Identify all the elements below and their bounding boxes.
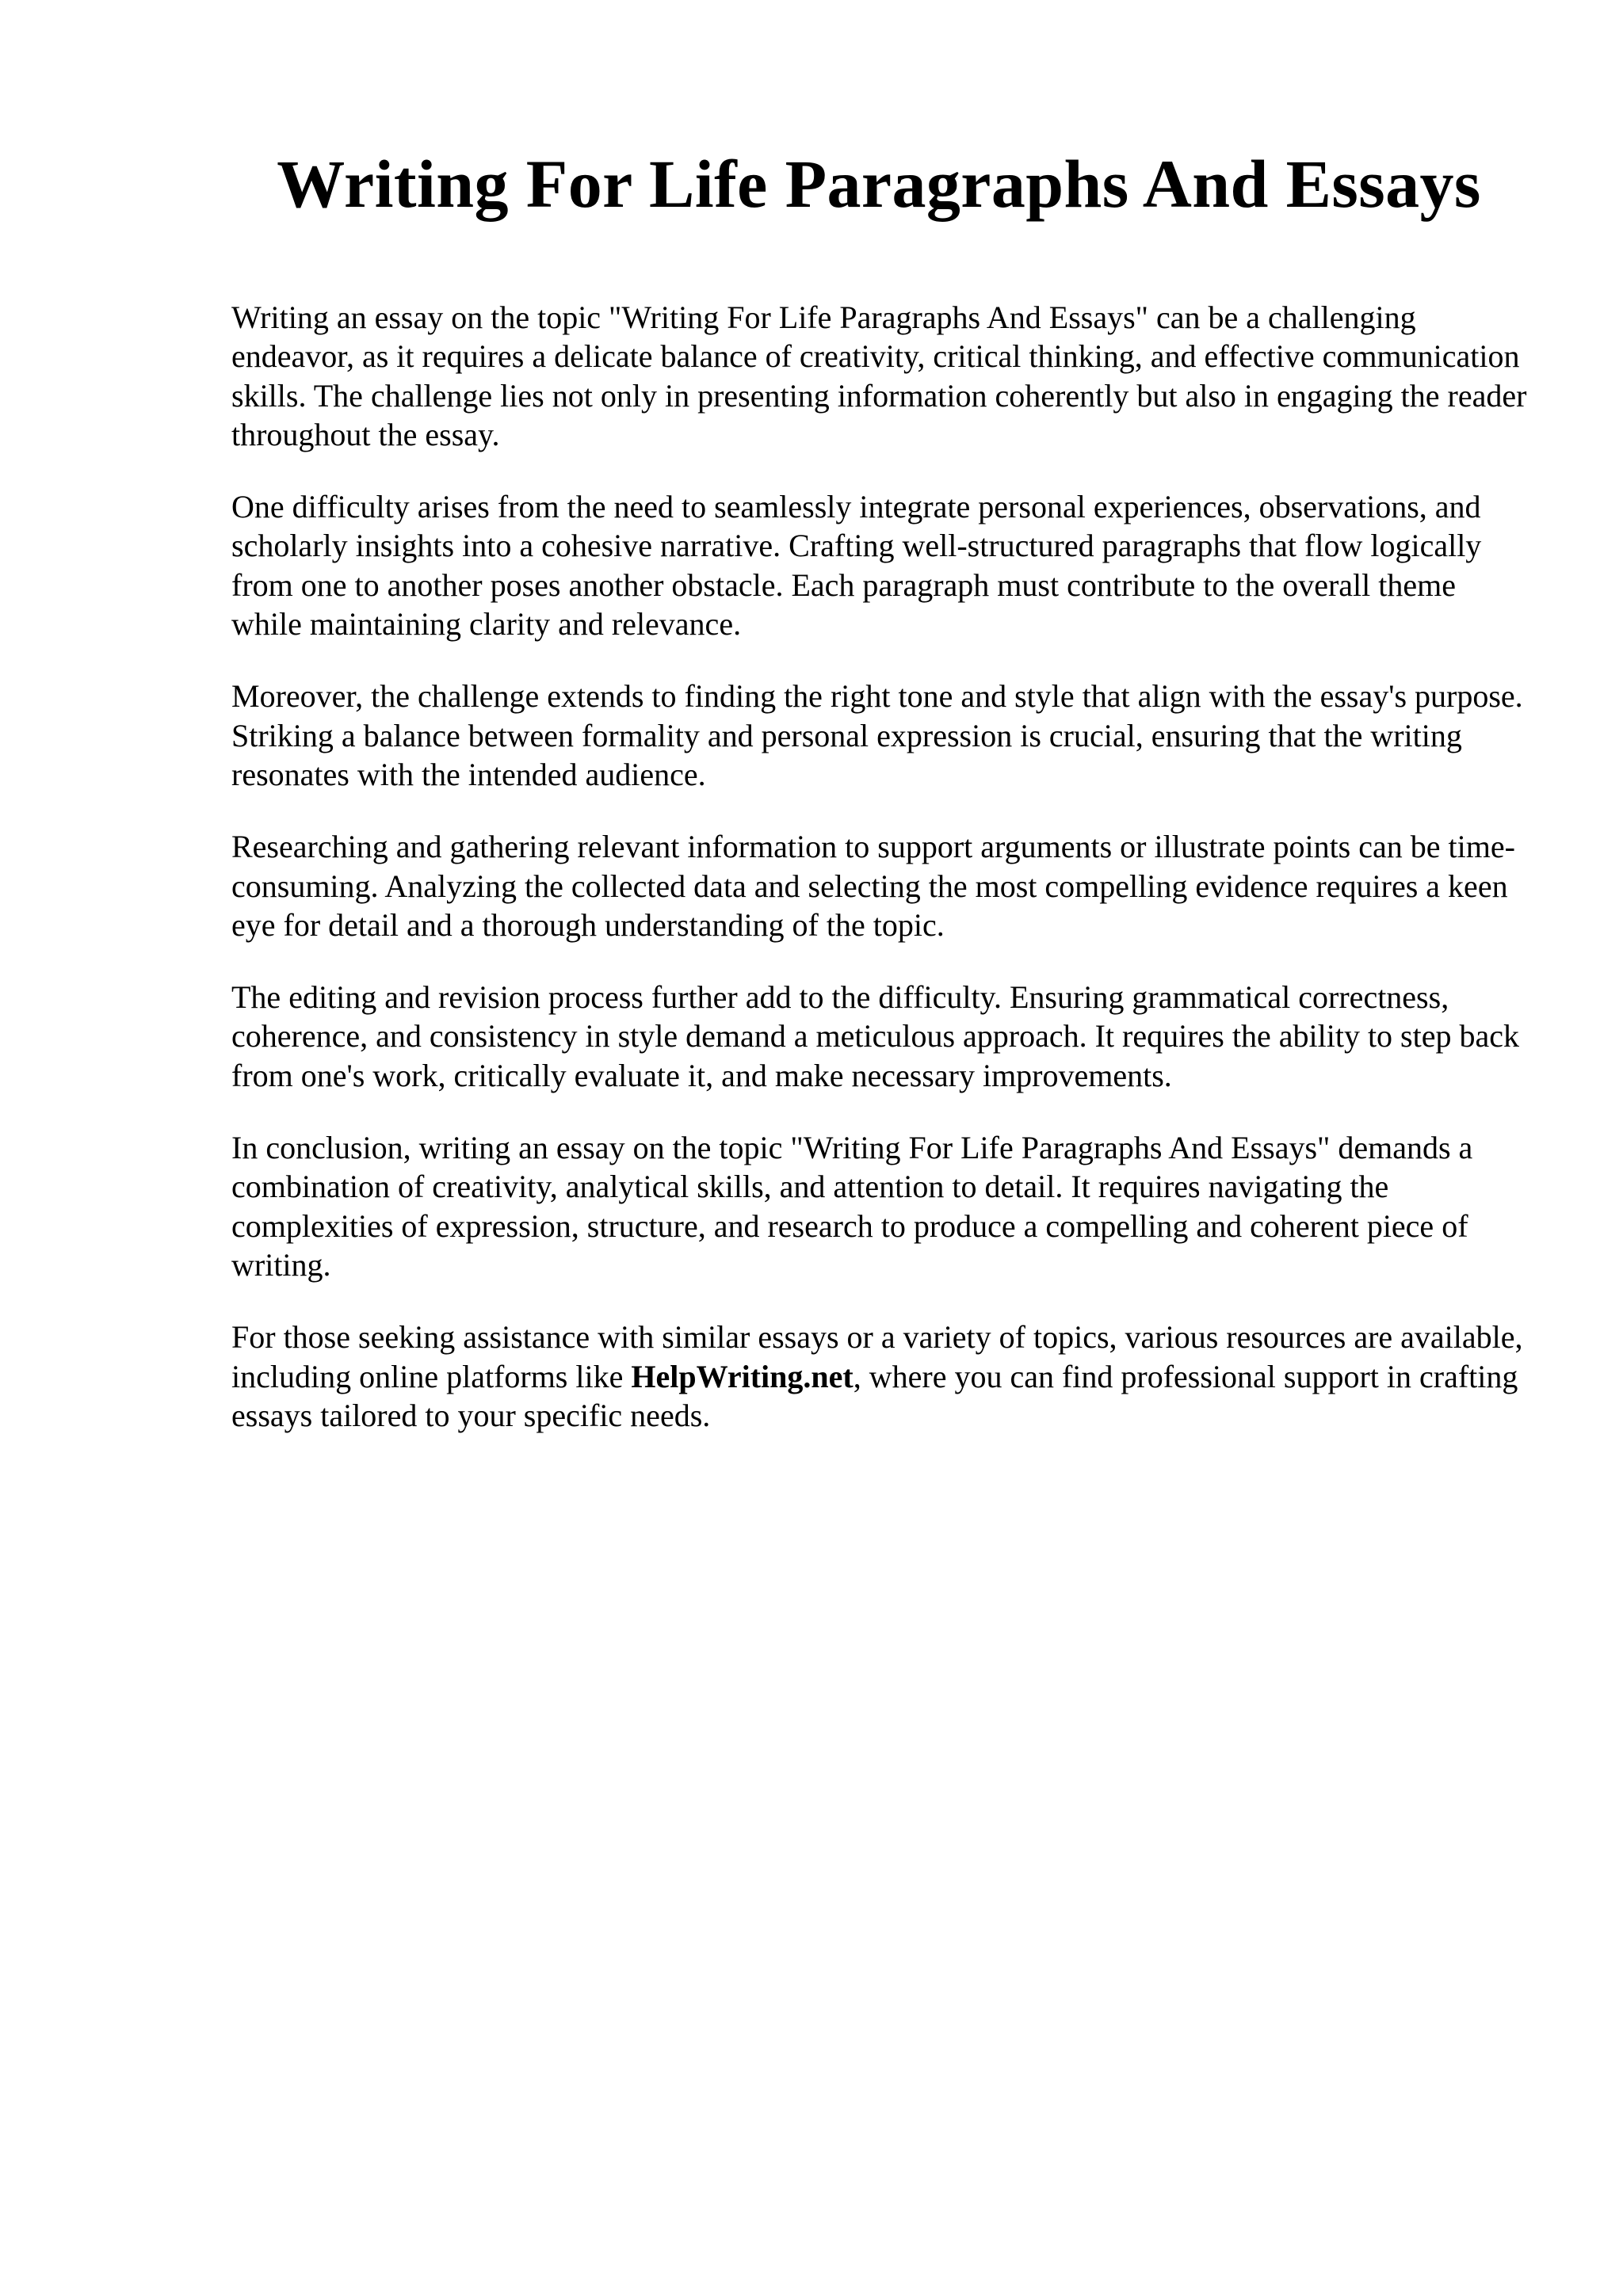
document-body [231, 298, 1531, 1468]
paragraph-conclusion: In conclusion, writing an essay on the topic "Writing For Life Paragraphs And Essays" demands a combination of creativity, analytical skills, and attention to detail. It requires navigating the complexities of expression, structure, and research to produce a compelling and coherent piece of writing. [231, 1130, 1473, 1283]
document-title: Writing For Life Paragraphs And Essays [277, 146, 1481, 222]
paragraph-editing: The editing and revision process further add to the difficulty. Ensuring grammatical correctness, coherence, and consistency in style demand a meticulous approach. It requires the ability to step back from one's work, critically evaluate it, and make necessary improvements. [231, 979, 1519, 1093]
paragraph-tone-style: Moreover, the challenge extends to finding the right tone and style that align with the essay's purpose. Striking a balance between formality and personal expression is crucial, ensuring that the writing resonates with the intended audience. [231, 678, 1523, 792]
paragraph-research: Researching and gathering relevant information to support arguments or illustrate points can be time-consuming. Analyzing the collected data and selecting the most compelling evidence requires a keen eye for detail and a thorough understanding of the topic. [231, 829, 1515, 943]
paragraph-difficulty: One difficulty arises from the need to seamlessly integrate personal experiences, observations, and scholarly insights into a cohesive narrative. Crafting well-structured paragraphs that flow logically from one to another poses another obstacle. Each paragraph must contribute to the overall theme while maintaining clarity and relevance. [231, 489, 1482, 643]
closing-text-after-link: , where you can find professional support in crafting essays tailored to your specific needs. [231, 1358, 1518, 1433]
paragraph-intro: Writing an essay on the topic "Writing For Life Paragraphs And Essays" can be a challenging endeavor, as it requires a delicate balance of creativity, critical thinking, and effective communication skills. The challenge lies not only in presenting information coherently but also in engaging the reader throughout the essay. [231, 299, 1527, 452]
helpwriting-link[interactable]: HelpWriting.net [631, 1358, 854, 1394]
closing-text-before-link: For those seeking assistance with similar essays or a variety of topics, various resources are available, including online platforms like [231, 1319, 1523, 1394]
paragraph-closing [231, 1318, 1531, 1435]
